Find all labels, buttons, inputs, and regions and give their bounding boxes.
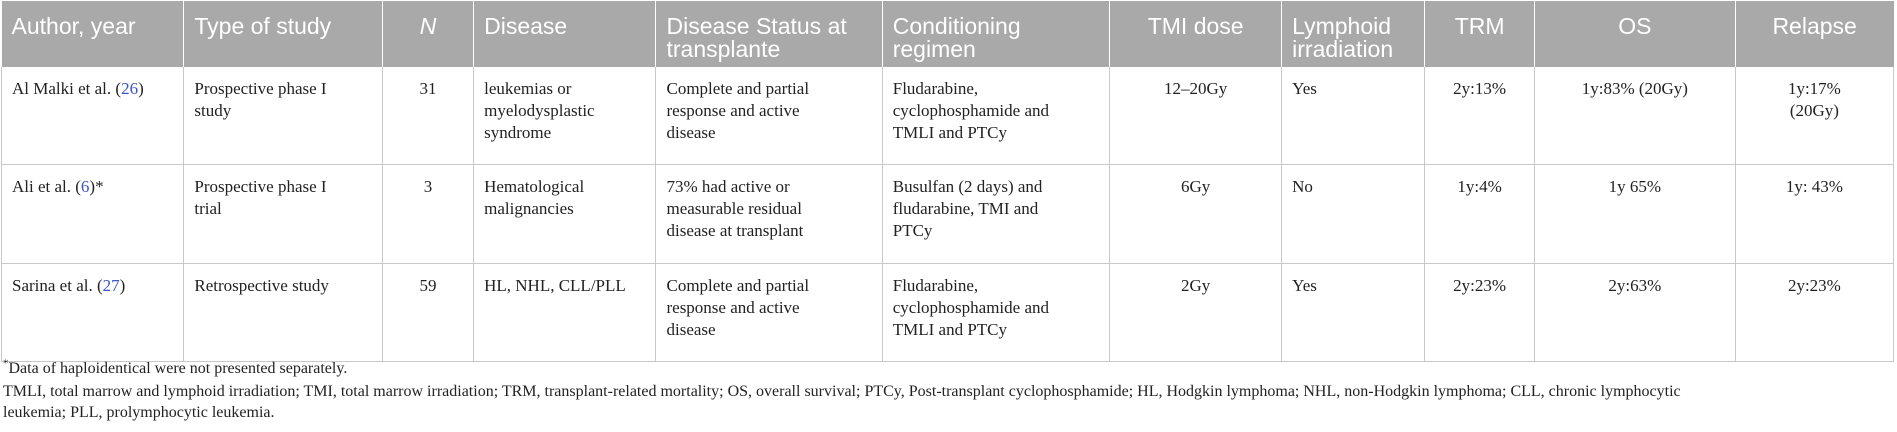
studies-table	[1, 1, 1894, 362]
cell-author: Ali et al. (6)*	[2, 165, 184, 264]
cell-tmi-dose: 2Gy	[1110, 264, 1282, 362]
header-disease: Disease	[474, 1, 656, 67]
table-row	[2, 264, 1894, 362]
header-author-year: Author, year	[2, 1, 184, 67]
cell-relapse: 1y:17% (20Gy)	[1735, 67, 1893, 165]
cell-os: 1y:83% (20Gy)	[1534, 67, 1735, 165]
footnote-abbreviations: TMLI, total marrow and lymphoid irradiation; TMI, total marrow irradiation; TRM, transplant-related mortality; OS, overall survival; PTCy, Post-transplant cyclophosphamide; HL, Hodgkin lymphoma; NHL, non-Hodgkin lymphoma; CLL, chronic lymphocytic leukemia; PLL, prolymphocytic leukemia.	[3, 383, 1681, 421]
cell-relapse: 1y: 43%	[1735, 165, 1893, 264]
cell-disease-status: Complete and partial response and active disease	[656, 264, 882, 362]
header-trm: TRM	[1425, 1, 1535, 67]
cell-author: Sarina et al. (27)	[2, 264, 184, 362]
cell-trm: 1y:4%	[1425, 165, 1535, 264]
cell-disease: leukemias or myelodysplastic syndrome	[474, 67, 656, 165]
cell-os: 2y:63%	[1534, 264, 1735, 362]
footnote-marker: *	[3, 357, 9, 370]
header-os: OS	[1534, 1, 1735, 67]
cell-disease-status: Complete and partial response and active disease	[656, 67, 882, 165]
header-tmi-dose: TMI dose	[1110, 1, 1282, 67]
reference-link[interactable]: 6	[80, 177, 90, 196]
cell-regimen: Fludarabine, cyclophosphamide and TMLI and PTCy	[882, 67, 1109, 165]
cell-tmi-dose: 12–20Gy	[1110, 67, 1282, 165]
cell-lymphoid: Yes	[1282, 264, 1425, 362]
header-type-of-study: Type of study	[184, 1, 383, 67]
header-relapse: Relapse	[1735, 1, 1893, 67]
cell-n: 3	[382, 165, 473, 264]
header-n: N	[382, 1, 473, 67]
cell-disease: HL, NHL, CLL/PLL	[474, 264, 656, 362]
cell-regimen: Fludarabine, cyclophosphamide and TMLI and PTCy	[882, 264, 1109, 362]
cell-n: 59	[382, 264, 473, 362]
table-row	[2, 165, 1894, 264]
cell-os: 1y 65%	[1534, 165, 1735, 264]
cell-study-type: Prospective phase I study	[184, 67, 383, 165]
cell-disease-status: 73% had active or measurable residual disease at transplant	[656, 165, 882, 264]
header-disease-status: Disease Status at transplante	[656, 1, 882, 67]
cell-author: Al Malki et al. (26)	[2, 67, 184, 165]
header-lymphoid-irradiation: Lymphoid irradiation	[1282, 1, 1425, 67]
cell-lymphoid: Yes	[1282, 67, 1425, 165]
reference-link[interactable]: 26	[121, 79, 139, 98]
cell-study-type: Prospective phase I trial	[184, 165, 383, 264]
cell-lymphoid: No	[1282, 165, 1425, 264]
reference-link[interactable]: 27	[102, 276, 120, 295]
table-row	[2, 67, 1894, 165]
cell-n: 31	[382, 67, 473, 165]
cell-disease: Hematological malignancies	[474, 165, 656, 264]
header-row	[2, 1, 1894, 67]
footnote-haploidentical: *Data of haploidentical were not presented separately.	[3, 357, 348, 377]
cell-relapse: 2y:23%	[1735, 264, 1893, 362]
cell-tmi-dose: 6Gy	[1110, 165, 1282, 264]
table-container	[1, 1, 1894, 362]
cell-trm: 2y:13%	[1425, 67, 1535, 165]
cell-trm: 2y:23%	[1425, 264, 1535, 362]
header-conditioning-regimen: Conditioning regimen	[882, 1, 1109, 67]
cell-regimen: Busulfan (2 days) and fludarabine, TMI and PTCy	[882, 165, 1109, 264]
cell-study-type: Retrospective study	[184, 264, 383, 362]
table-footnotes	[3, 358, 1891, 423]
